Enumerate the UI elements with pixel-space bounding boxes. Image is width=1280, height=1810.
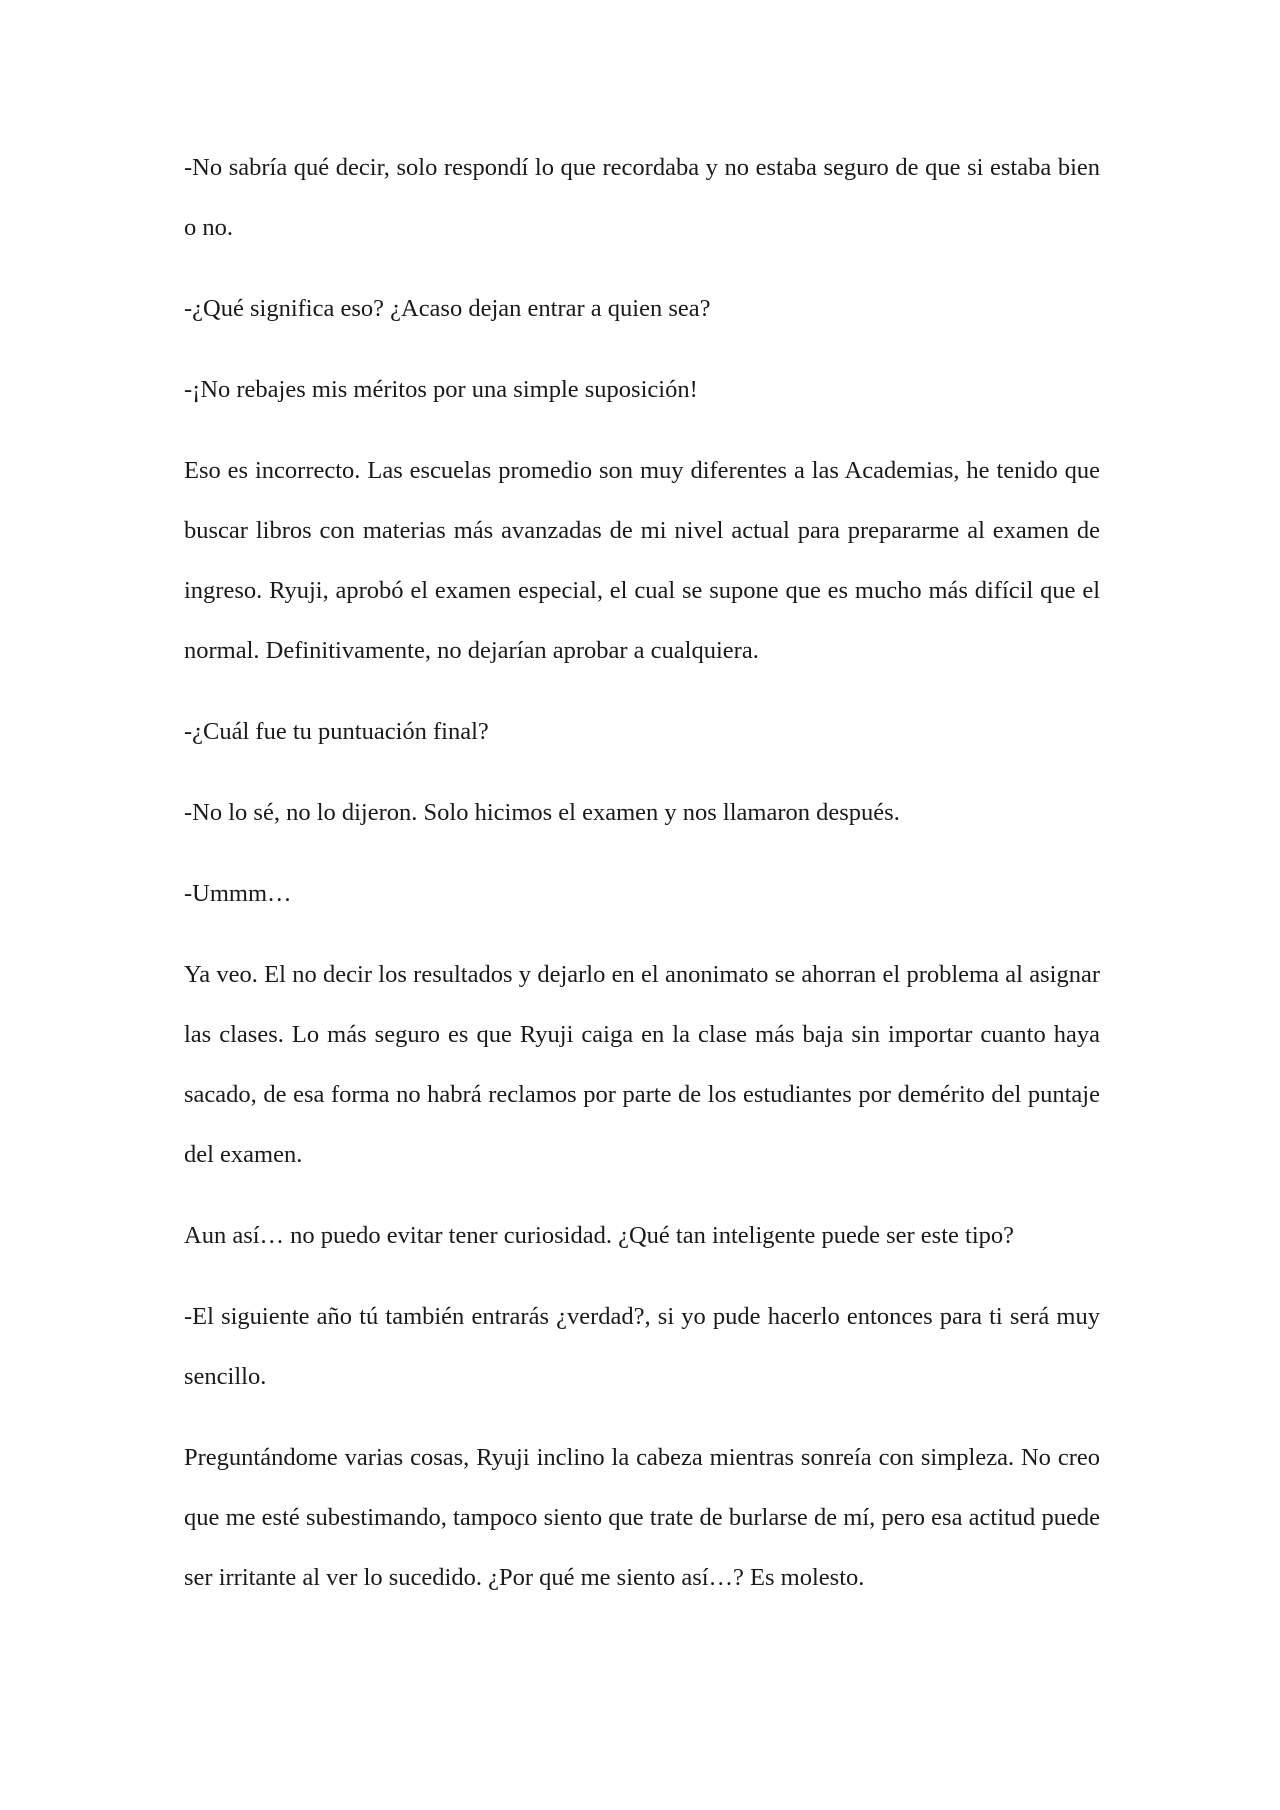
paragraph: -Ummm…	[184, 880, 292, 907]
text-body	[184, 138, 1100, 1629]
paragraph: -¿Cuál fue tu puntuación final?	[184, 718, 489, 745]
paragraph: -El siguiente año tú también entrarás ¿verdad?, si yo pude hacerlo entonces para ti será muy sencillo.	[184, 1303, 1100, 1390]
paragraph: Eso es incorrecto. Las escuelas promedio son muy diferentes a las Academias, he tenido que buscar libros con materias más avanzadas de mi nivel actual para prepararme al examen de ingreso. Ryuji, aprobó el examen especial, el cual se supone que es mucho más difícil que el normal. Definitivamente, no dejarían aprobar a cualquiera.	[184, 457, 1100, 664]
paragraph: -¡No rebajes mis méritos por una simple suposición!	[184, 376, 698, 403]
paragraph: Preguntándome varias cosas, Ryuji inclino la cabeza mientras sonreía con simpleza. No creo que me esté subestimando, tampoco siento que trate de burlarse de mí, pero esa actitud puede ser irritante al ver lo sucedido. ¿Por qué me siento así…? Es molesto.	[184, 1444, 1100, 1591]
paragraph: -¿Qué significa eso? ¿Acaso dejan entrar a quien sea?	[184, 295, 711, 322]
paragraph: -No lo sé, no lo dijeron. Solo hicimos el examen y nos llamaron después.	[184, 799, 900, 826]
paragraph: -No sabría qué decir, solo respondí lo que recordaba y no estaba seguro de que si estaba bien o no.	[184, 154, 1100, 241]
paragraph: Ya veo. El no decir los resultados y dejarlo en el anonimato se ahorran el problema al asignar las clases. Lo más seguro es que Ryuji caiga en la clase más baja sin importar cuanto haya sacado, de esa forma no habrá reclamos por parte de los estudiantes por demérito del puntaje del examen.	[184, 961, 1100, 1168]
paragraph: Aun así… no puedo evitar tener curiosidad. ¿Qué tan inteligente puede ser este tipo?	[184, 1222, 1014, 1249]
